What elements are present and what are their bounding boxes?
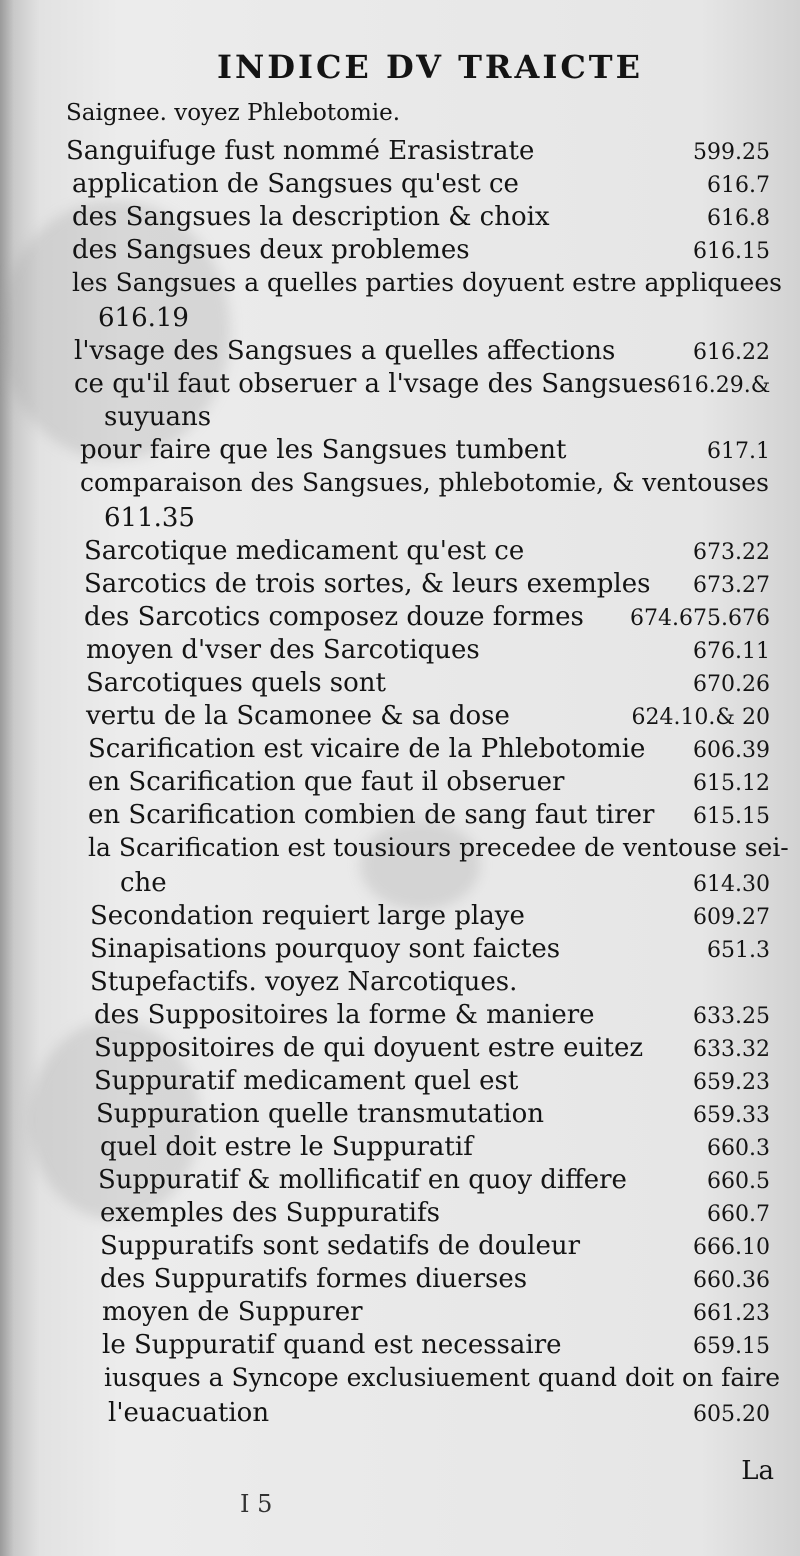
entry-text: en Scarification combien de sang faut tirer [88, 800, 655, 830]
index-entry [88, 800, 770, 833]
entry-text: quel doit estre le Suppuratif [100, 1132, 473, 1162]
entry-ref: 676.11 [693, 639, 770, 664]
index-entry-continuation [104, 402, 770, 435]
entry-text: des Suppositoires la forme & maniere [94, 1000, 595, 1030]
index-entry [94, 1066, 770, 1099]
index-entry [72, 169, 770, 202]
entry-text: en Scarification que faut il obseruer [88, 767, 565, 797]
index-entry [88, 734, 770, 767]
entry-text: le Suppuratif quand est necessaire [102, 1330, 562, 1360]
entry-text: Suppuratif & mollificatif en quoy differe [98, 1165, 627, 1195]
entry-ref: 666.10 [693, 1235, 770, 1260]
entry-text: application de Sangsues qu'est ce [72, 169, 519, 199]
entry-text: Suppuratif medicament quel est [94, 1066, 519, 1096]
catchword: La [741, 1456, 774, 1486]
entry-ref: 674.675.676 [630, 606, 770, 631]
entry-text: Sarcotiques quels sont [86, 668, 386, 698]
index-entry [100, 1264, 770, 1297]
entry-ref: 661.23 [693, 1301, 770, 1326]
index-entry [98, 1165, 770, 1198]
signature-mark: I 5 [240, 1490, 273, 1518]
entry-ref: 659.33 [693, 1103, 770, 1128]
entry-ref: 660.7 [707, 1202, 770, 1227]
index-entry [94, 1000, 770, 1033]
entry-ref: 633.32 [693, 1037, 770, 1062]
entry-ref: 616.7 [707, 173, 770, 198]
entry-ref: 615.15 [693, 804, 770, 829]
index-entry-continuation [120, 868, 770, 901]
entry-text: 616.19 [98, 303, 189, 333]
index-list [60, 100, 789, 1431]
entry-ref: 615.12 [693, 771, 770, 796]
entry-text: Secondation requiert large playe [90, 901, 525, 931]
entry-ref: 606.39 [693, 738, 770, 763]
entry-text: comparaison des Sangsues, phlebotomie, & ventouses [80, 468, 769, 497]
entry-text: suyuans [104, 402, 212, 432]
index-entry [74, 369, 770, 402]
index-entry [84, 602, 770, 635]
entry-ref: 660.5 [707, 1169, 770, 1194]
entry-text: Sanguifuge fust nommé Erasistrate [66, 136, 535, 166]
entry-ref: 624.10.& 20 [631, 705, 770, 730]
index-entry [100, 1198, 770, 1231]
page-header: INDICE DV TRAICTE [217, 48, 643, 86]
entry-ref: 616.22 [693, 340, 770, 365]
index-entry [84, 536, 770, 569]
entry-text: Sarcotics de trois sortes, & leurs exemples [84, 569, 651, 599]
entry-ref: 659.23 [693, 1070, 770, 1095]
entry-text: des Suppuratifs formes diuerses [100, 1264, 528, 1294]
index-entry [102, 1330, 770, 1363]
index-entry [90, 934, 770, 967]
entry-ref: 670.26 [693, 672, 770, 697]
entry-ref: 616.29.& [666, 373, 771, 398]
entry-text: pour faire que les Sangsues tumbent [80, 435, 567, 465]
entry-ref: 660.36 [693, 1268, 770, 1293]
index-entry [80, 435, 770, 468]
index-entry [102, 1297, 770, 1330]
index-entry [80, 468, 770, 503]
entry-ref: 673.27 [693, 573, 770, 598]
entry-ref: 660.3 [707, 1136, 770, 1161]
entry-text: 611.35 [104, 503, 195, 533]
entry-ref: 673.22 [693, 540, 770, 565]
index-entry [94, 1033, 770, 1066]
index-entry [90, 967, 770, 1000]
index-entry [72, 202, 770, 235]
entry-ref: 614.30 [693, 872, 770, 897]
entry-text: Suppuratifs sont sedatifs de douleur [100, 1231, 581, 1261]
entry-ref: 616.8 [707, 206, 770, 231]
index-entry [72, 235, 770, 268]
index-entry [86, 635, 770, 668]
index-entry [72, 268, 782, 303]
index-entry-continuation [108, 1398, 770, 1431]
entry-ref: 659.15 [693, 1334, 770, 1359]
index-entry [66, 100, 770, 136]
index-entry [84, 569, 770, 602]
entry-text: moyen d'vser des Sarcotiques [86, 635, 480, 665]
index-entry [100, 1132, 770, 1165]
index-entry-continuation [104, 503, 770, 536]
entry-ref: 651.3 [707, 938, 770, 963]
index-entry [74, 336, 770, 369]
entry-text: des Sangsues la description & choix [72, 202, 550, 232]
index-entry [86, 701, 770, 734]
entry-text: vertu de la Scamonee & sa dose [86, 701, 510, 731]
index-entry [90, 901, 770, 934]
index-entry [96, 1099, 770, 1132]
entry-text: moyen de Suppurer [102, 1297, 363, 1327]
index-entry [66, 136, 770, 169]
entry-text: la Scarification est tousiours precedee de ventouse sei- [88, 833, 789, 862]
index-entry [86, 668, 770, 701]
index-entry [104, 1363, 781, 1398]
entry-ref: 617.1 [707, 439, 770, 464]
entry-text: Suppuration quelle transmutation [96, 1099, 544, 1129]
entry-text: ce qu'il faut obseruer a l'vsage des Sangsues [74, 369, 667, 399]
index-entry [88, 833, 789, 868]
entry-text: Sinapisations pourquoy sont faictes [90, 934, 561, 964]
entry-ref: 633.25 [693, 1004, 770, 1029]
entry-text: les Sangsues a quelles parties doyuent estre appliquees [72, 268, 782, 297]
entry-text: des Sangsues deux problemes [72, 235, 470, 265]
index-entry [100, 1231, 770, 1264]
entry-text: Stupefactifs. voyez Narcotiques. [90, 967, 518, 997]
entry-text: Suppositoires de qui doyuent estre euitez [94, 1033, 644, 1063]
entry-text: che [120, 868, 167, 898]
index-entry-continuation [98, 303, 770, 336]
entry-text: Scarification est vicaire de la Phlebotomie [88, 734, 646, 764]
index-entry [88, 767, 770, 800]
entry-text: Sarcotique medicament qu'est ce [84, 536, 525, 566]
entry-ref: 616.15 [693, 239, 770, 264]
entry-text: Saignee. voyez Phlebotomie. [66, 100, 401, 126]
entry-text: l'euacuation [108, 1398, 270, 1428]
entry-ref: 599.25 [693, 140, 770, 165]
entry-ref: 605.20 [693, 1402, 770, 1427]
entry-text: iusques a Syncope exclusiuement quand doit on faire [104, 1363, 781, 1392]
entry-ref: 609.27 [693, 905, 770, 930]
entry-text: exemples des Suppuratifs [100, 1198, 440, 1228]
entry-text: des Sarcotics composez douze formes [84, 602, 584, 632]
entry-text: l'vsage des Sangsues a quelles affections [74, 336, 616, 366]
